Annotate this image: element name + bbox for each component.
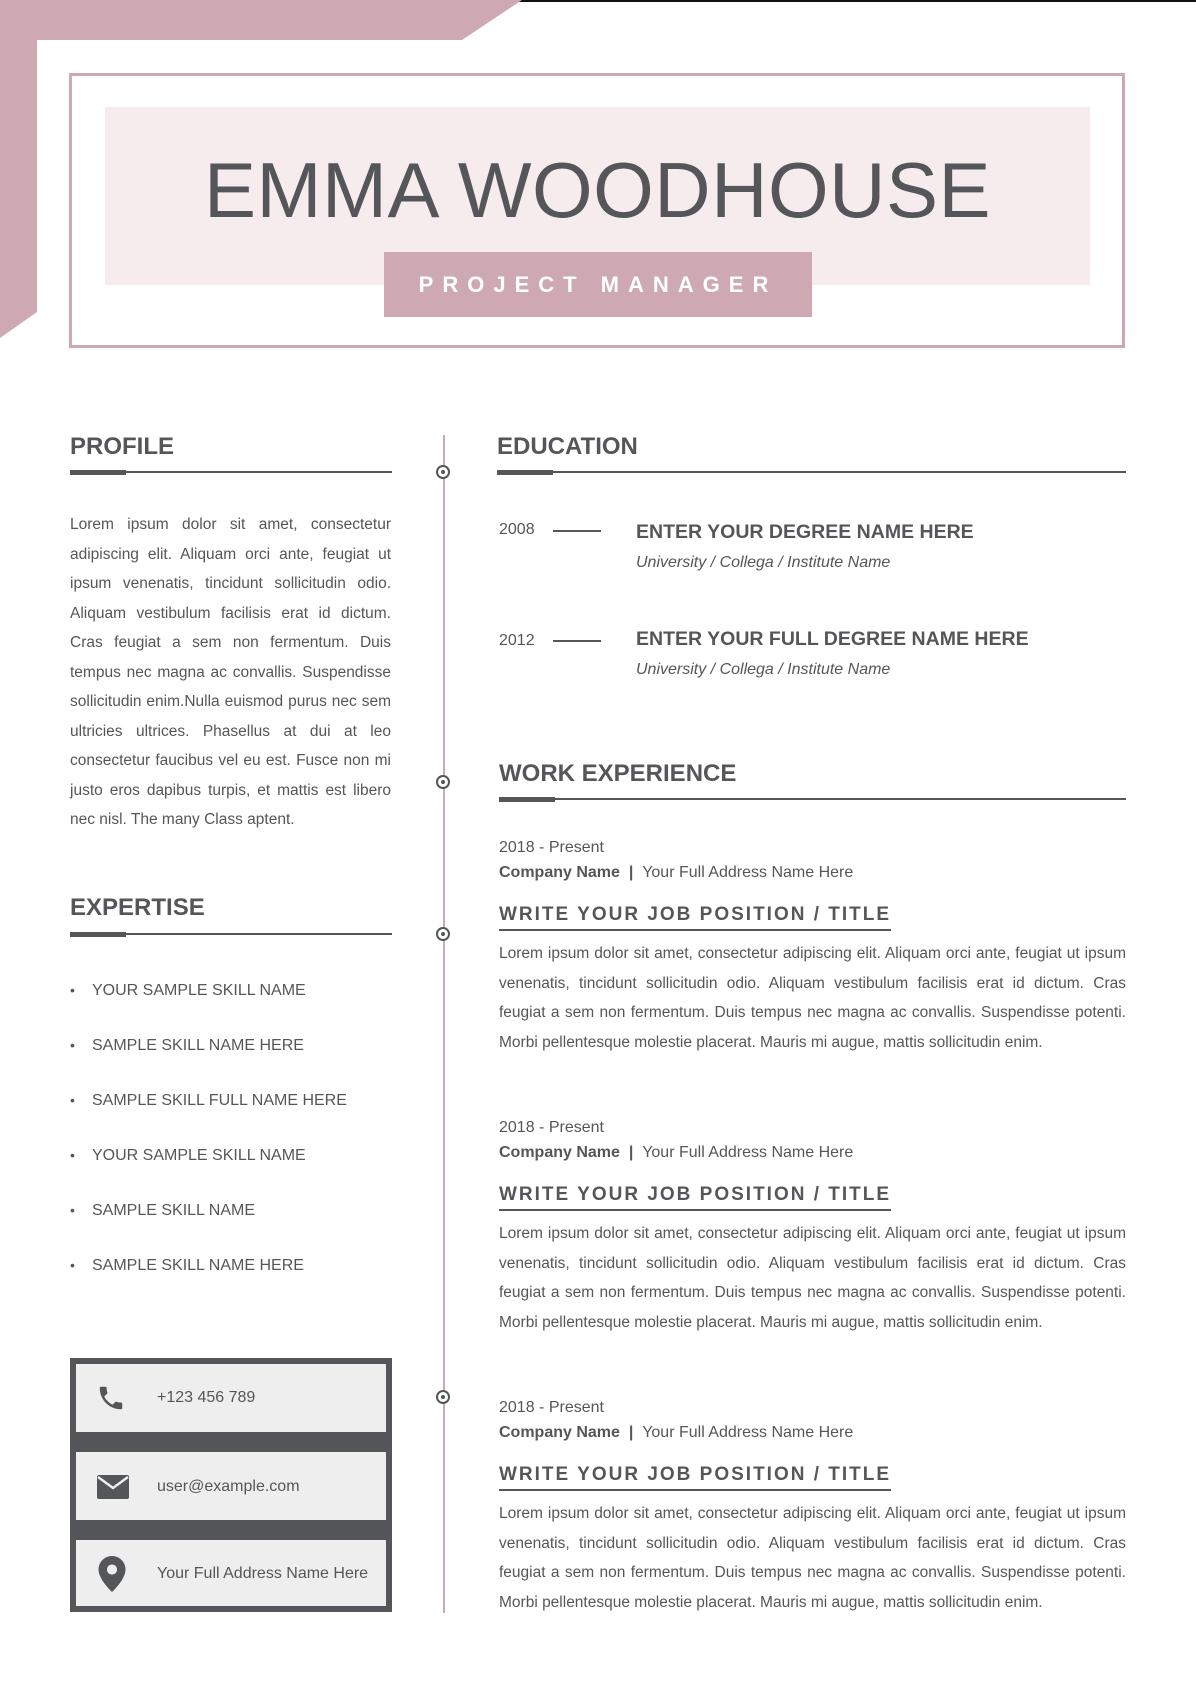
contact-address: Your Full Address Name Here: [157, 1565, 369, 1582]
skill-item: [70, 1257, 304, 1275]
skill-label: YOUR SAMPLE SKILL NAME: [92, 982, 306, 999]
education-school: University / Collega / Institute Name: [636, 661, 891, 678]
education-rule: [497, 471, 1126, 473]
job-date: 2018 - Present: [499, 839, 604, 856]
skill-item: [70, 982, 306, 1000]
job-address: Your Full Address Name Here: [642, 864, 854, 881]
candidate-name: EMMA WOODHOUSE: [203, 146, 992, 234]
education-degree: ENTER YOUR DEGREE NAME HERE: [636, 521, 974, 543]
skill-label: SAMPLE SKILL NAME HERE: [92, 1037, 304, 1054]
timeline-dot: [436, 1390, 450, 1404]
expertise-rule-accent: [70, 932, 126, 937]
separator: |: [628, 1144, 634, 1161]
skill-label: SAMPLE SKILL NAME HERE: [92, 1257, 304, 1274]
phone-icon: [96, 1383, 126, 1413]
bullet-icon: •: [70, 1257, 75, 1273]
job-company-line: [499, 864, 853, 882]
skill-label: YOUR SAMPLE SKILL NAME: [92, 1147, 306, 1164]
timeline-dot: [436, 465, 450, 479]
skill-item: [70, 1147, 306, 1165]
separator: |: [628, 864, 634, 881]
separator: |: [628, 1424, 634, 1441]
map-pin-icon: [98, 1556, 126, 1592]
bullet-icon: •: [70, 982, 75, 998]
contact-email: user@example.com: [157, 1478, 300, 1495]
job-title: WRITE YOUR JOB POSITION / TITLE: [499, 1184, 891, 1211]
bullet-icon: •: [70, 1037, 75, 1053]
work-heading: WORK EXPERIENCE: [499, 760, 737, 787]
job-company: Company Name: [499, 1424, 620, 1441]
skill-item: [70, 1202, 255, 1220]
timeline-line: [443, 435, 445, 1613]
contact-phone: +123 456 789: [157, 1389, 256, 1406]
job-title: WRITE YOUR JOB POSITION / TITLE: [499, 1464, 891, 1491]
skill-label: SAMPLE SKILL NAME: [92, 1202, 256, 1219]
job-date: 2018 - Present: [499, 1119, 604, 1136]
skill-item: [70, 1037, 304, 1055]
education-heading: EDUCATION: [497, 433, 638, 460]
job-description: Lorem ipsum dolor sit amet, consectetur adipiscing elit. Aliquam orci ante, feugiat ut ipsum venenatis, tincidunt sollicitudin odio. Aliquam vestibulum facilisis erat id dictum. Cras feugiat a sem non fermentum. Duis tempus nec magna ac convallis. Suspendisse potenti. Morbi pellentesque molestie placerat. Mauris mi augue, mattis sollicitudin enim.: [499, 945, 1126, 1051]
skill-item: [70, 1092, 347, 1110]
envelope-icon: [96, 1474, 130, 1500]
bullet-icon: •: [70, 1147, 75, 1163]
job-address: Your Full Address Name Here: [642, 1144, 854, 1161]
education-year: 2012: [499, 632, 535, 649]
timeline-dot: [436, 927, 450, 941]
timeline-dot: [436, 775, 450, 789]
job-company: Company Name: [499, 1144, 620, 1161]
job-title: WRITE YOUR JOB POSITION / TITLE: [499, 904, 891, 931]
work-rule: [499, 798, 1126, 800]
job-address: Your Full Address Name Here: [642, 1424, 854, 1441]
education-school: University / Collega / Institute Name: [636, 554, 891, 571]
bullet-icon: •: [70, 1092, 75, 1108]
profile-rule-accent: [70, 470, 126, 475]
job-description: Lorem ipsum dolor sit amet, consectetur adipiscing elit. Aliquam orci ante, feugiat ut ipsum venenatis, tincidunt sollicitudin odio. Aliquam vestibulum facilisis erat id dictum. Cras feugiat a sem non fermentum. Duis tempus nec magna ac convallis. Suspendisse potenti. Morbi pellentesque molestie placerat. Mauris mi augue, mattis sollicitudin enim.: [499, 1505, 1126, 1611]
work-rule-accent: [499, 797, 555, 802]
job-company-line: [499, 1424, 853, 1442]
profile-heading: PROFILE: [70, 433, 175, 460]
education-year: 2008: [499, 521, 535, 538]
role-title: PROJECT MANAGER: [418, 272, 778, 297]
bullet-icon: •: [70, 1202, 75, 1218]
skill-label: SAMPLE SKILL FULL NAME HERE: [92, 1092, 347, 1109]
education-dash: [553, 530, 601, 532]
profile-text: Lorem ipsum dolor sit amet, consectetur adipiscing elit. Aliquam orci ante, feugiat ut ipsum venenatis, tincidunt sollicitudin odio. Aliquam vestibulum facilisis erat id dictum. Cras feugiat a sem non fermentum. Duis tempus nec magna ac convallis. Suspendisse sollicitudin enim.Nulla euismod purus nec sem ultricies ultrices. Phasellus at dui at leo consectetur faucibus vel eu est. Fusce non mi justo eros dapibus turpis, et mattis est libero nec nisl. The many Class aptent.: [70, 516, 391, 828]
job-company: Company Name: [499, 864, 620, 881]
job-date: 2018 - Present: [499, 1399, 604, 1416]
job-description: Lorem ipsum dolor sit amet, consectetur adipiscing elit. Aliquam orci ante, feugiat ut ipsum venenatis, tincidunt sollicitudin odio. Aliquam vestibulum facilisis erat id dictum. Cras feugiat a sem non fermentum. Duis tempus nec magna ac convallis. Suspendisse potenti. Morbi pellentesque molestie placerat. Mauris mi augue, mattis sollicitudin enim.: [499, 1225, 1126, 1331]
education-dash: [553, 640, 601, 642]
job-company-line: [499, 1144, 853, 1162]
education-degree: ENTER YOUR FULL DEGREE NAME HERE: [636, 628, 1029, 650]
education-rule-accent: [497, 470, 553, 475]
expertise-heading: EXPERTISE: [70, 894, 205, 921]
